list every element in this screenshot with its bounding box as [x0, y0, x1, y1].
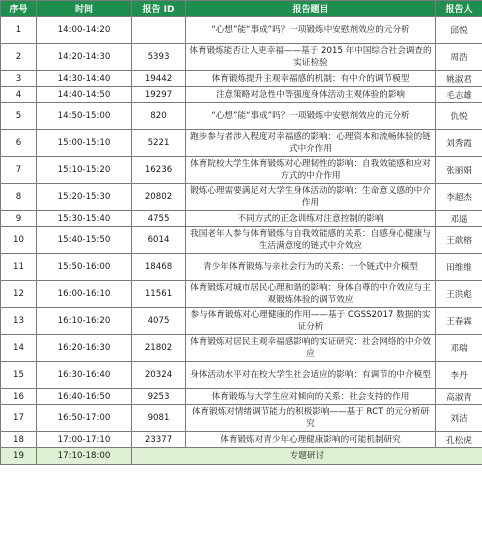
- row-report-id: 20324: [132, 362, 186, 389]
- table-row: [1, 308, 482, 335]
- row-presenter: 高淑青: [436, 389, 482, 405]
- row-time: 15:20-15:30: [37, 184, 132, 211]
- row-presenter: 王洪彪: [436, 281, 482, 308]
- row-title: 不同方式的正念训练对注意控制的影响: [186, 211, 436, 227]
- header-time: 时间: [37, 1, 132, 17]
- table-row: [1, 254, 482, 281]
- row-no: 19: [1, 448, 37, 465]
- row-report-id: 20802: [132, 184, 186, 211]
- row-title: 体育锻炼对居民主观幸福感影响的实证研究：社会网络的中介效应: [186, 335, 436, 362]
- row-no: 9: [1, 211, 37, 227]
- header-no: 序号: [1, 1, 37, 17]
- row-presenter: 李丹: [436, 362, 482, 389]
- row-report-id: 4755: [132, 211, 186, 227]
- row-time: 15:00-15:10: [37, 130, 132, 157]
- row-time: 14:30-14:40: [37, 71, 132, 87]
- row-time: 17:10-18:00: [37, 448, 132, 465]
- row-presenter: 邓遥: [436, 211, 482, 227]
- row-no: 12: [1, 281, 37, 308]
- row-title: 体育锻炼提升主观幸福感的机制：有中介的调节模型: [186, 71, 436, 87]
- row-no: 10: [1, 227, 37, 254]
- row-no: 7: [1, 157, 37, 184]
- row-report-id: 5393: [132, 44, 186, 71]
- seminar-title: 专题研讨: [132, 448, 482, 465]
- table-row: [1, 405, 482, 432]
- row-presenter: 王歆榕: [436, 227, 482, 254]
- row-title: 体育锻炼能否让人更幸福——基于 2015 年中国综合社会调查的实证检验: [186, 44, 436, 71]
- row-title: 跑步参与者涉入程度对幸福感的影响：心理资本和流畅体验的链式中介作用: [186, 130, 436, 157]
- row-title: 体育锻炼对城市居民心理和谐的影响：身体自尊的中介效应与主观锻炼体验的调节效应: [186, 281, 436, 308]
- row-presenter: 李超杰: [436, 184, 482, 211]
- header-row: [1, 1, 482, 17]
- row-report-id: [132, 17, 186, 44]
- row-title: “心想”能“事成”吗？一项锻炼中安慰剂效应的元分析: [186, 17, 436, 44]
- row-time: 14:50-15:00: [37, 103, 132, 130]
- header-presenter: 报告人: [436, 1, 482, 17]
- row-presenter: 孔松虎: [436, 432, 482, 448]
- row-presenter: 邓瑞: [436, 335, 482, 362]
- row-time: 16:20-16:30: [37, 335, 132, 362]
- row-time: 16:50-17:00: [37, 405, 132, 432]
- row-title: 体育锻炼与大学生应对倾向的关系：社会支持的作用: [186, 389, 436, 405]
- row-report-id: 6014: [132, 227, 186, 254]
- row-title: 体育院校大学生体育锻炼对心理韧性的影响：自我效能感和应对方式的中介作用: [186, 157, 436, 184]
- row-no: 14: [1, 335, 37, 362]
- row-no: 8: [1, 184, 37, 211]
- row-time: 14:40-14:50: [37, 87, 132, 103]
- row-no: 5: [1, 103, 37, 130]
- seminar-row: [1, 448, 482, 465]
- row-no: 11: [1, 254, 37, 281]
- row-presenter: 田维维: [436, 254, 482, 281]
- row-no: 18: [1, 432, 37, 448]
- row-title: 体育锻炼对青少年心理健康影响的可能机制研究: [186, 432, 436, 448]
- table-row: [1, 87, 482, 103]
- row-time: 14:00-14:20: [37, 17, 132, 44]
- row-report-id: 4075: [132, 308, 186, 335]
- row-report-id: 19442: [132, 71, 186, 87]
- table-row: [1, 71, 482, 87]
- row-time: 15:40-15:50: [37, 227, 132, 254]
- table-row: [1, 389, 482, 405]
- row-no: 6: [1, 130, 37, 157]
- row-report-id: 16236: [132, 157, 186, 184]
- table-row: [1, 362, 482, 389]
- row-title: 我国老年人参与体育锻炼与自我效能感的关系：自感身心健康与生活满意度的链式中介效应: [186, 227, 436, 254]
- row-no: 1: [1, 17, 37, 44]
- table-row: [1, 432, 482, 448]
- table-row: [1, 17, 482, 44]
- table-row: [1, 157, 482, 184]
- row-report-id: 11561: [132, 281, 186, 308]
- row-presenter: 仇悦: [436, 103, 482, 130]
- table-row: [1, 281, 482, 308]
- row-presenter: 姚淑君: [436, 71, 482, 87]
- row-title: 参与体育锻炼对心理健康的作用——基于 CGSS2017 数据的实证分析: [186, 308, 436, 335]
- row-title: 体育锻炼对情绪调节能力的积极影响——基于 RCT 的元分析研究: [186, 405, 436, 432]
- row-title: 注意策略对急性中等强度身体活动主观体验的影响: [186, 87, 436, 103]
- row-time: 15:50-16:00: [37, 254, 132, 281]
- row-time: 16:10-16:20: [37, 308, 132, 335]
- row-time: 16:40-16:50: [37, 389, 132, 405]
- header-title: 报告题目: [186, 1, 436, 17]
- row-report-id: 23377: [132, 432, 186, 448]
- row-presenter: 刘洁: [436, 405, 482, 432]
- row-no: 17: [1, 405, 37, 432]
- row-report-id: 9253: [132, 389, 186, 405]
- row-no: 2: [1, 44, 37, 71]
- row-time: 15:10-15:20: [37, 157, 132, 184]
- row-report-id: 18468: [132, 254, 186, 281]
- row-report-id: 9081: [132, 405, 186, 432]
- row-time: 16:30-16:40: [37, 362, 132, 389]
- table-row: [1, 211, 482, 227]
- table-row: [1, 335, 482, 362]
- row-title: 锻炼心理需要满足对大学生身体活动的影响：生命意义感的中介作用: [186, 184, 436, 211]
- table-row: [1, 103, 482, 130]
- row-title: 青少年体育锻炼与亲社会行为的关系：一个链式中介模型: [186, 254, 436, 281]
- row-time: 14:20-14:30: [37, 44, 132, 71]
- table-row: [1, 227, 482, 254]
- row-presenter: 张丽娟: [436, 157, 482, 184]
- row-time: 15:30-15:40: [37, 211, 132, 227]
- row-no: 4: [1, 87, 37, 103]
- row-presenter: 毛志雄: [436, 87, 482, 103]
- row-report-id: 820: [132, 103, 186, 130]
- row-report-id: 19297: [132, 87, 186, 103]
- row-no: 3: [1, 71, 37, 87]
- row-time: 16:00-16:10: [37, 281, 132, 308]
- row-title: 身体活动水平对在校大学生社会适应的影响：有调节的中介模型: [186, 362, 436, 389]
- row-presenter: 王春霖: [436, 308, 482, 335]
- table-row: [1, 130, 482, 157]
- row-presenter: 刘秀霞: [436, 130, 482, 157]
- table-row: [1, 44, 482, 71]
- row-presenter: 周浩: [436, 44, 482, 71]
- row-title: “心想”能“事成”吗？一项锻炼中安慰剂效应的元分析: [186, 103, 436, 130]
- row-no: 13: [1, 308, 37, 335]
- row-time: 17:00-17:10: [37, 432, 132, 448]
- row-presenter: 邱悦: [436, 17, 482, 44]
- row-report-id: 21802: [132, 335, 186, 362]
- table-row: [1, 184, 482, 211]
- row-report-id: 5221: [132, 130, 186, 157]
- header-report-id: 报告 ID: [132, 1, 186, 17]
- row-no: 16: [1, 389, 37, 405]
- row-no: 15: [1, 362, 37, 389]
